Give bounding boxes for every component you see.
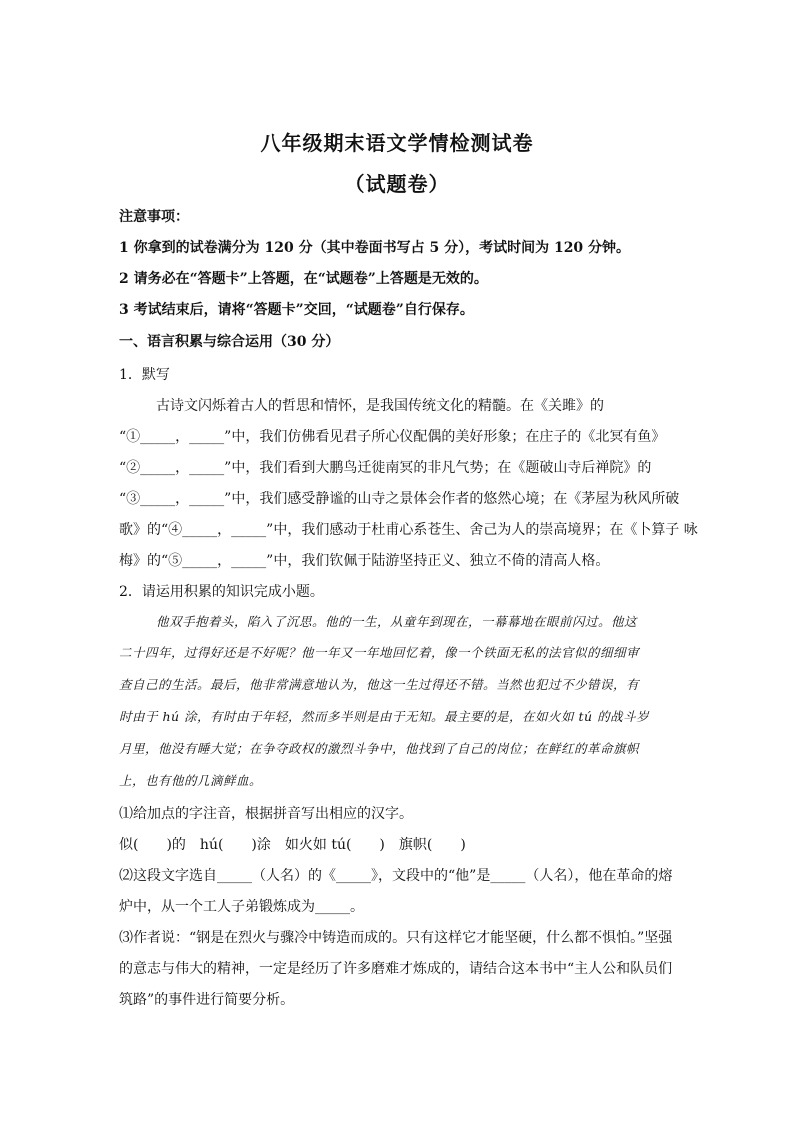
sub-question-3-line: ⑶作者说：“钢是在烈火与骤冷中铸造而成的。只有这样它才能坚硬，什么都不惧怕。”坚强 [119, 930, 673, 946]
question-1-line: “②_____，_____”中，我们看到大鹏鸟迁徙南冥的非凡气势；在《题破山寺后禅院》的 [119, 460, 652, 476]
passage-line: 他双手抱着头，陷入了沉思。他的一生，从童年到现在，一幕幕地在眼前闪过。他这 [156, 614, 638, 629]
notice-item-1: 1 你拿到的试卷满分为 120 分（其中卷面书写占 5 分），考试时间为 120 分钟。 [119, 240, 631, 256]
exam-subtitle: （试题卷） [344, 172, 450, 196]
question-1-line: “③_____，_____”中，我们感受静谧的山寺之景体会作者的悠然心境；在《茅屋为秋风所破 [119, 491, 680, 507]
question-1-label: 1．默写 [119, 367, 170, 383]
passage-line: 月里，他没有睡大觉；在争夺政权的激烈斗争中，他找到了自己的岗位；在鲜红的革命旗帜 [119, 741, 640, 756]
question-2-label: 2．请运用积累的知识完成小题。 [119, 584, 324, 600]
sub-question-3-line: 的意志与伟大的精神，一定是经历了许多磨难才炼成的，请结合这本书中“主人公和队员们 [119, 961, 673, 977]
question-1-line: 古诗文闪烁着古人的哲思和情怀，是我国传统文化的精髓。在《关雎》的 [156, 398, 604, 414]
exam-title: 八年级期末语文学情检测试卷 [260, 131, 534, 155]
sub-question-2-line: 炉中，从一个工人子弟锻炼成为_____。 [119, 899, 364, 915]
notice-heading: 注意事项： [119, 209, 189, 225]
passage-line: 二十四年，过得好还是不好呢？他一年又一年地回忆着，像一个铁面无私的法官似的细细审 [119, 645, 640, 660]
question-1-line: 歌》的“④_____，_____”中，我们感动于杜甫心系苍生、舍己为人的崇高境界；在《卜算子 咏 [119, 522, 698, 538]
sub-question-3-line: 筑路”的事件进行简要分析。 [119, 992, 295, 1008]
passage-line: 上，也有他的几滴鲜血。 [119, 773, 263, 788]
question-1-line: 梅》的“⑤_____，_____”中，我们钦佩于陆游坚持正义、独立不倚的清高人格。 [119, 553, 610, 569]
notice-item-2: 2 请务必在“答题卡”上答题，在“试题卷”上答题是无效的。 [119, 271, 488, 287]
passage-line: 查自己的生活。最后，他非常满意地认为，他这一生过得还不错。当然也犯过不少错误，有 [119, 677, 640, 692]
notice-item-3: 3 考试结束后，请将“答题卡”交回，“试题卷”自行保存。 [119, 302, 474, 318]
passage-line: 时由于 hú 涂，有时由于年轻，然而多半则是由于无知。最主要的是，在如火如 tú 的战斗岁 [119, 709, 650, 724]
section-heading: 一、语言积累与综合运用（30 分） [119, 334, 340, 350]
sub-question-2-line: ⑵这段文字选自_____（人名）的《_____》，文段中的“他”是_____（人名），他在革命的熔 [119, 868, 673, 884]
sub-question-1-fill: 似( )的 hú( )涂 如火如 tú( ) 旗帜( ) [119, 837, 466, 853]
sub-question-1: ⑴给加点的字注音，根据拼音写出相应的汉字。 [119, 806, 413, 822]
question-1-line: “①_____，_____”中，我们仿佛看见君子所心仪配偶的美好形象；在庄子的《北冥有鱼》 [119, 429, 666, 445]
